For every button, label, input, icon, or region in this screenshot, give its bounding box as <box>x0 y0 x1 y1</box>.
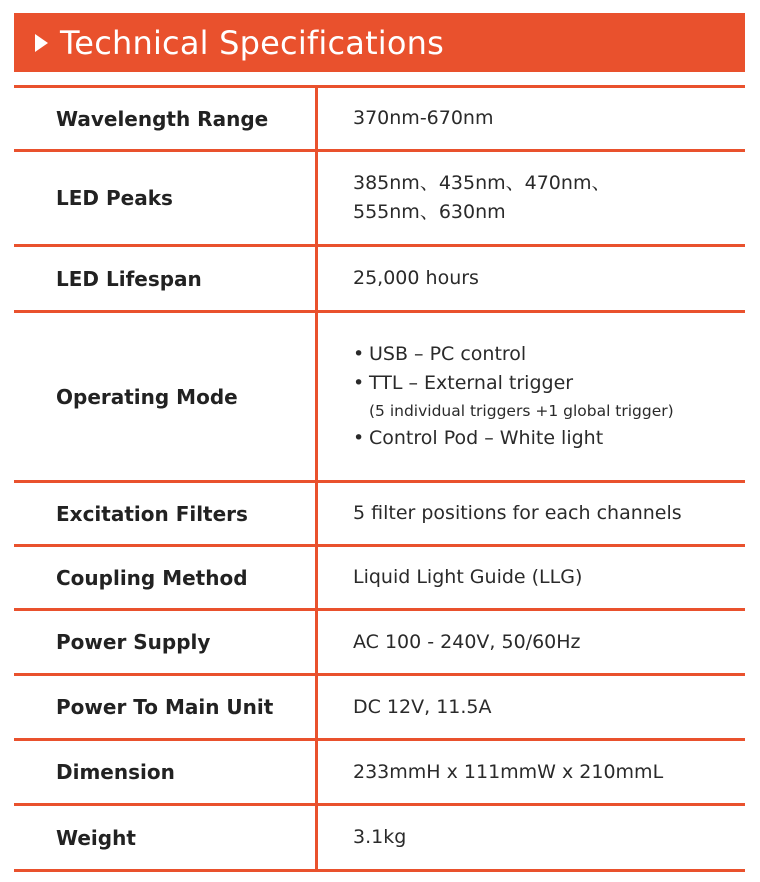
spec-label: Weight <box>14 806 318 869</box>
spec-row-weight <box>14 806 745 872</box>
spec-value-cell <box>318 741 745 803</box>
spec-row-dimension <box>14 741 745 806</box>
spec-value-cell <box>318 806 745 869</box>
spec-label: Power Supply <box>14 611 318 673</box>
bullet-icon: • <box>353 427 365 449</box>
spec-label: LED Peaks <box>14 152 318 244</box>
spec-row-operating-mode <box>14 313 745 483</box>
spec-row-power-supply <box>14 611 745 676</box>
spec-value-cell <box>318 611 745 673</box>
spec-value: 5 filter positions for each channels <box>353 502 682 524</box>
spec-value: 3.1kg <box>353 826 407 848</box>
spec-row-power-to-main-unit <box>14 676 745 741</box>
section-header <box>14 13 745 72</box>
spec-value-cell <box>318 676 745 738</box>
spec-row-wavelength-range <box>14 88 745 152</box>
spec-label: Power To Main Unit <box>14 676 318 738</box>
spec-row-excitation-filters <box>14 483 745 547</box>
spec-value-line: 555nm、630nm <box>353 201 506 223</box>
spec-label: Excitation Filters <box>14 483 318 544</box>
spec-value-cell <box>318 152 745 244</box>
spec-value-cell <box>318 88 745 149</box>
spec-value-cell <box>318 547 745 608</box>
spec-value: 370nm-670nm <box>353 107 494 129</box>
list-item: • TTL – External trigger <box>353 369 745 398</box>
spec-label: Dimension <box>14 741 318 803</box>
spec-value-cell <box>318 483 745 544</box>
spec-value: 25,000 hours <box>353 267 479 289</box>
bullet-icon: • <box>353 372 365 394</box>
spec-value: AC 100 - 240V, 50/60Hz <box>353 630 581 653</box>
spec-row-led-peaks <box>14 152 745 247</box>
spec-value-cell <box>318 247 745 310</box>
spec-table <box>14 85 745 872</box>
section-title: Technical Specifications <box>60 23 445 62</box>
list-item: • USB – PC control <box>353 340 745 369</box>
spec-row-coupling-method <box>14 547 745 611</box>
bullet-icon: • <box>353 343 365 365</box>
spec-value: DC 12V, 11.5A <box>353 695 492 718</box>
spec-value: Liquid Light Guide (LLG) <box>353 566 583 588</box>
spec-row-led-lifespan <box>14 247 745 313</box>
spec-value: 233mmH x 111mmW x 210mmL <box>353 760 664 783</box>
list-item-note: (5 individual triggers +1 global trigger) <box>369 402 674 420</box>
spec-label: Coupling Method <box>14 547 318 608</box>
play-triangle-icon <box>35 34 48 52</box>
spec-label: LED Lifespan <box>14 247 318 310</box>
spec-label: Wavelength Range <box>14 88 318 149</box>
spec-value-cell <box>318 313 745 480</box>
spec-value-line: 385nm、435nm、470nm、 <box>353 172 611 194</box>
list-item: • Control Pod – White light <box>353 424 745 453</box>
spec-label: Operating Mode <box>14 313 318 480</box>
